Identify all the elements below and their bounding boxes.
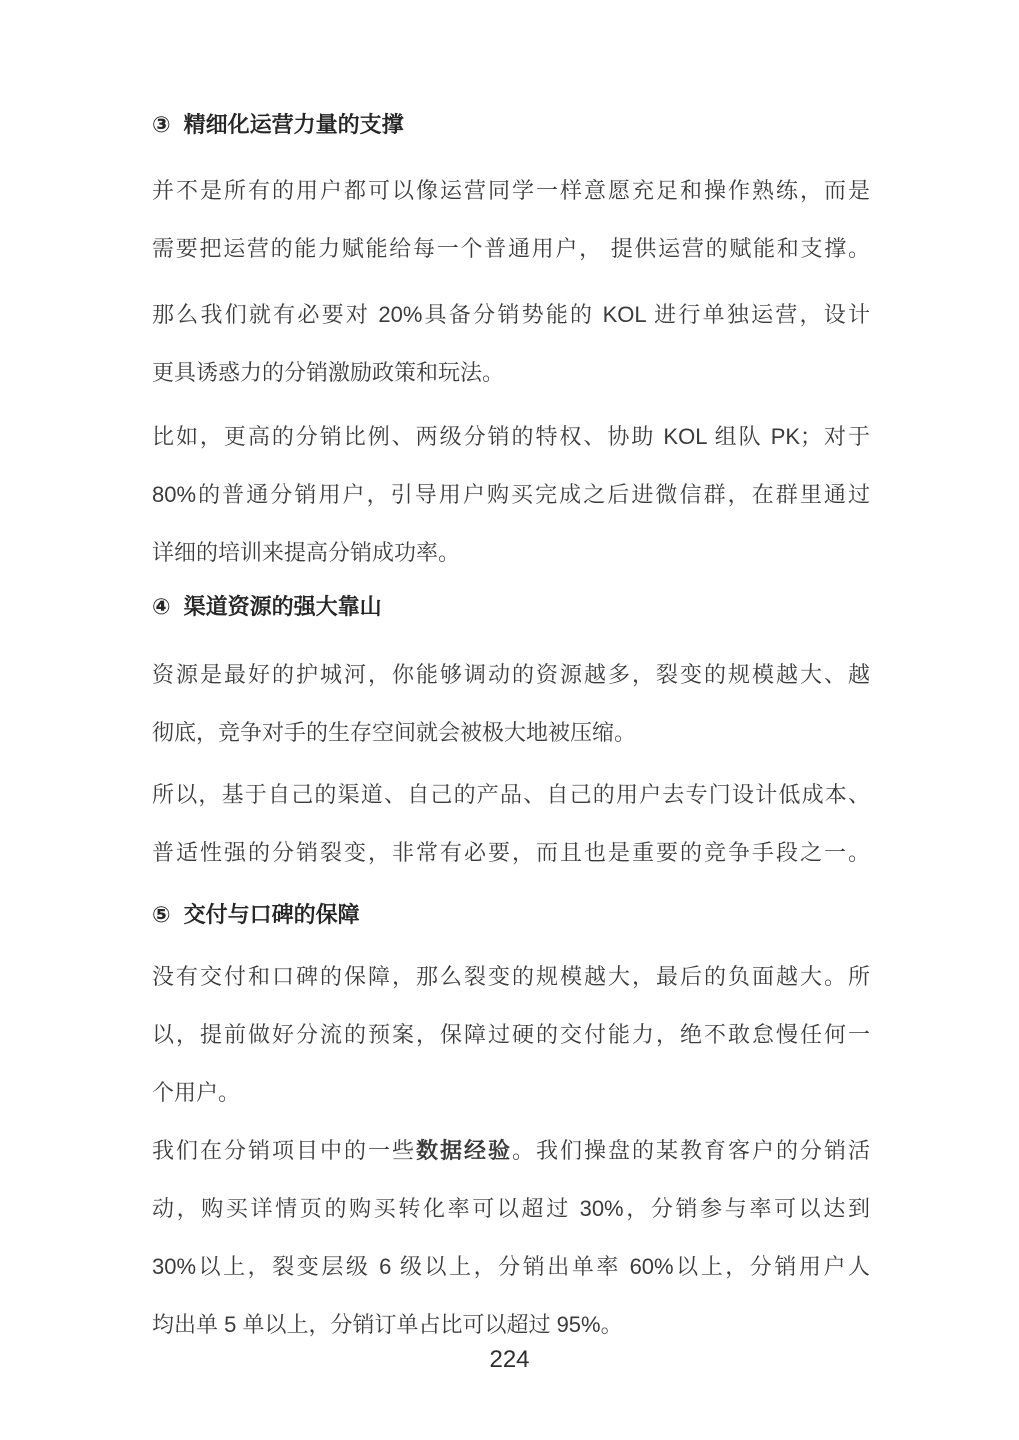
paragraph-line <box>152 1122 870 1180</box>
circled-number-5: ⑤ <box>152 902 171 927</box>
paragraph-line: 动，购买详情页的购买转化率可以超过 30%，分销参与率可以达到 <box>152 1196 870 1221</box>
section-heading-title: 渠道资源的强大靠山 <box>183 594 382 619</box>
page-number: 224 <box>489 1346 530 1373</box>
paragraph <box>152 1122 870 1354</box>
paragraph-line: 所以，基于自己的渠道、自己的产品、自己的用户去专门设计低成本、 <box>152 782 870 807</box>
paragraph-line: 80%的普通分销用户，引导用户购买完成之后进微信群，在群里通过 <box>152 482 870 507</box>
paragraph-line: 需要把运营的能力赋能给每一个普通用户， 提供运营的赋能和支撑。 <box>152 236 870 261</box>
paragraph <box>152 646 870 762</box>
paragraph-line: 比如，更高的分销比例、两级分销的特权、协助 KOL 组队 PK；对于 <box>152 424 870 449</box>
circled-number-3: ③ <box>152 112 171 137</box>
paragraph <box>152 162 870 278</box>
paragraph-line: 彻底，竞争对手的生存空间就会被极大地被压缩。 <box>152 720 637 745</box>
paragraph-line: 以，提前做好分流的预案，保障过硬的交付能力，绝不敢怠慢任何一 <box>152 1022 870 1047</box>
paragraph <box>152 286 870 402</box>
paragraph-line: 那么我们就有必要对 20%具备分销势能的 KOL 进行单独运营，设计 <box>152 302 870 327</box>
paragraph-line: 个用户。 <box>152 1080 241 1105</box>
paragraph-line: 没有交付和口碑的保障，那么裂变的规模越大，最后的负面越大。所 <box>152 964 870 989</box>
paragraph-line: 更具诱惑力的分销激励政策和玩法。 <box>152 360 505 385</box>
section-heading-3 <box>152 96 870 154</box>
paragraph <box>152 766 870 882</box>
circled-number-4: ④ <box>152 594 171 619</box>
paragraph-text: 我们在分销项目中的一些 <box>152 1138 416 1163</box>
paragraph-line: 并不是所有的用户都可以像运营同学一样意愿充足和操作熟练，而是 <box>152 178 870 203</box>
paragraph <box>152 948 870 1122</box>
paragraph-line: 30%以上，裂变层级 6 级以上，分销出单率 60%以上，分销用户人 <box>152 1254 870 1279</box>
section-heading-title: 交付与口碑的保障 <box>183 902 360 927</box>
section-heading-title: 精细化运营力量的支撑 <box>183 112 404 137</box>
section-heading-4 <box>152 578 870 636</box>
paragraph-line: 普适性强的分销裂变，非常有必要，而且也是重要的竞争手段之一。 <box>152 840 870 865</box>
paragraph-line: 资源是最好的护城河，你能够调动的资源越多，裂变的规模越大、越 <box>152 662 870 687</box>
bold-emphasis: 数据经验 <box>415 1138 512 1163</box>
paragraph-line: 详细的培训来提高分销成功率。 <box>152 540 461 565</box>
paragraph <box>152 408 870 582</box>
paragraph-line: 均出单 5 单以上，分销订单占比可以超过 95%。 <box>152 1312 623 1337</box>
paragraph-text: 。我们操盘的某教育客户的分销活 <box>511 1138 870 1163</box>
section-heading-5 <box>152 886 870 944</box>
